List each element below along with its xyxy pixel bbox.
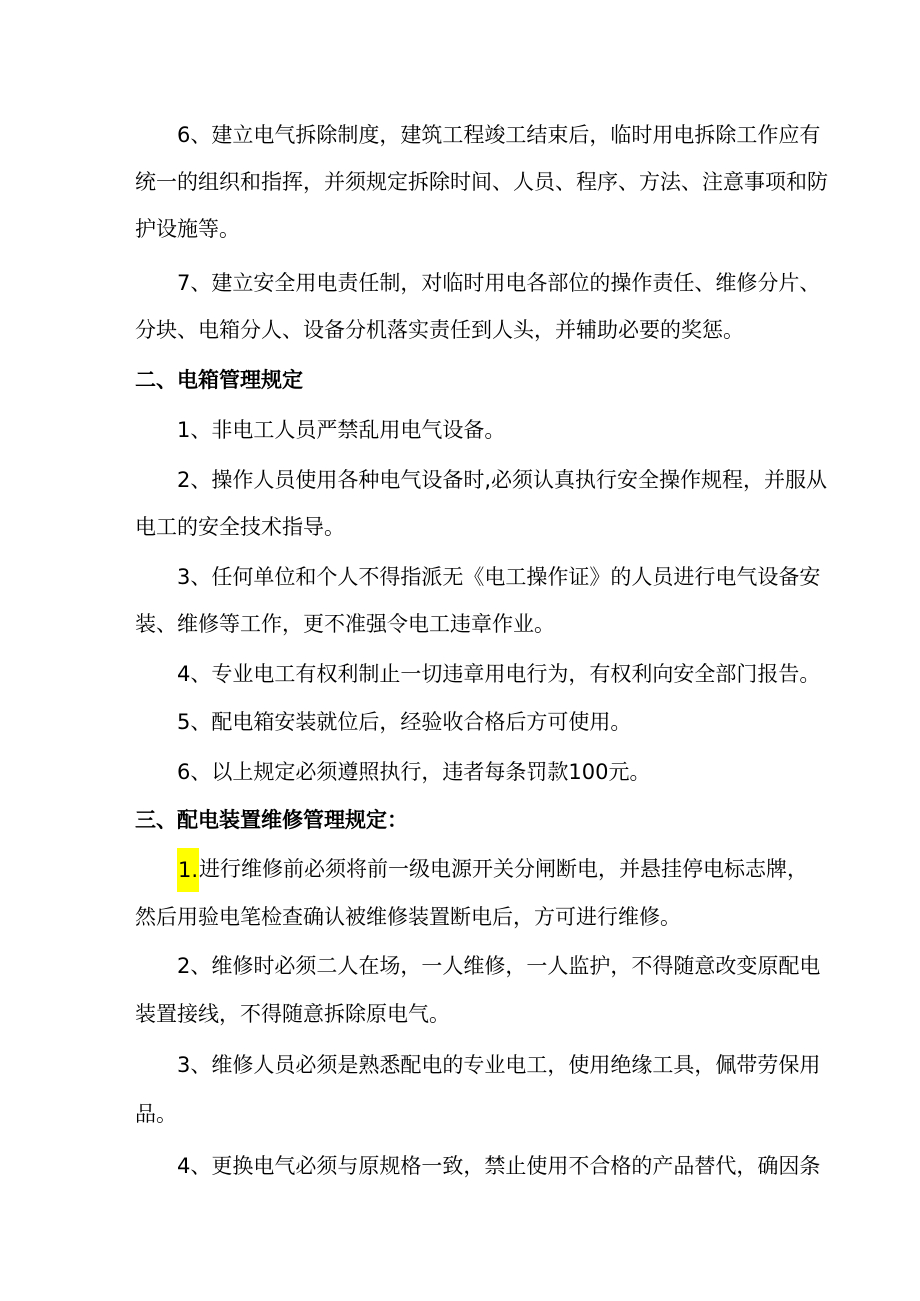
- maintenance-rule-2-line-1: 2、维修时必须二人在场，一人维修，一人监护，不得随意改变原配电: [177, 954, 821, 978]
- paragraph-7-line-2: 分块、电箱分人、设备分机落实责任到人头，并辅助必要的奖惩。: [135, 318, 744, 342]
- highlighted-number: 1.: [177, 848, 199, 892]
- rule-3-line-2: 装、维修等工作，更不准强令电工违章作业。: [135, 612, 555, 636]
- paragraph-7-line-1: 7、建立安全用电责任制，对临时用电各部位的操作责任、维修分片、: [177, 271, 821, 295]
- maintenance-rule-4-line-1: 4、更换电气必须与原规格一致，禁止使用不合格的产品替代，确因条: [177, 1154, 821, 1178]
- rule-3-line-1: 3、任何单位和个人不得指派无《电工操作证》的人员进行电气设备安: [177, 565, 821, 589]
- maintenance-rule-3-line-1: 3、维修人员必须是熟悉配电的专业电工，使用绝缘工具，佩带劳保用: [177, 1053, 821, 1077]
- rule-5: 5、配电箱安装就位后，经验收合格后方可使用。: [177, 710, 632, 734]
- rule-2-line-2: 电工的安全技术指导。: [135, 515, 345, 539]
- maintenance-rule-1-line-2: 然后用验电笔检查确认被维修装置断电后，方可进行维修。: [135, 905, 681, 929]
- maintenance-rule-1-line-1: [177, 848, 808, 888]
- section-heading-electric-box: 二、电箱管理规定: [135, 368, 303, 392]
- rule-1: 1、非电工人员严禁乱用电气设备。: [177, 418, 506, 442]
- paragraph-6-line-3: 护设施等。: [135, 217, 240, 241]
- maintenance-rule-2-line-2: 装置接线，不得随意拆除原电气。: [135, 1002, 450, 1026]
- rule-2-line-1: 2、操作人员使用各种电气设备时,必须认真执行安全操作规程，并服从: [177, 468, 828, 492]
- paragraph-6-line-2: 统一的组织和指挥，并须规定拆除时间、人员、程序、方法、注意事项和防: [135, 170, 828, 194]
- maintenance-rule-1-text: 进行维修前必须将前一级电源开关分闸断电，并悬挂停电标志牌，: [199, 857, 809, 881]
- rule-4: 4、专业电工有权利制止一切违章用电行为，有权利向安全部门报告。: [177, 662, 821, 686]
- maintenance-rule-3-line-2: 品。: [135, 1102, 177, 1126]
- paragraph-6-line-1: 6、建立电气拆除制度，建筑工程竣工结束后，临时用电拆除工作应有: [177, 123, 821, 147]
- rule-6: 6、以上规定必须遵照执行，违者每条罚款100元。: [177, 760, 651, 784]
- section-heading-maintenance: 三、配电装置维修管理规定：: [135, 808, 408, 832]
